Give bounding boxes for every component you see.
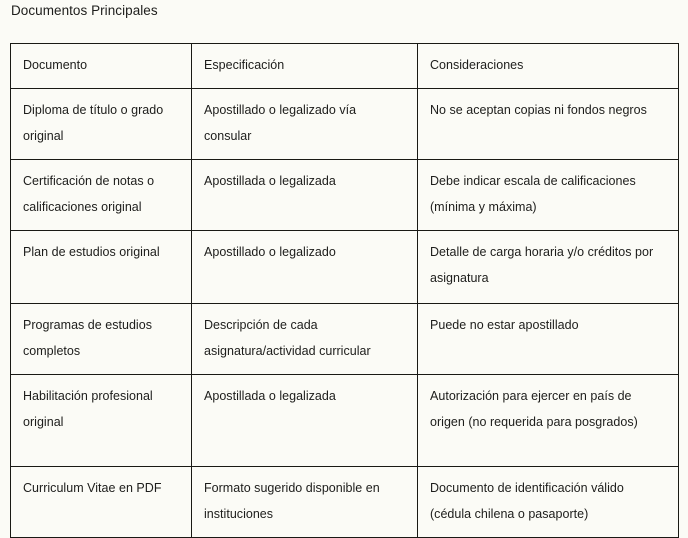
table-header-row — [11, 44, 679, 89]
cell-consideraciones: Autorización para ejercer en país de origen (no requerida para posgrados) — [418, 375, 679, 467]
cell-especificacion: Descripción de cada asignatura/actividad curricular — [192, 304, 418, 375]
cell-especificacion: Formato sugerido disponible en instituciones — [192, 467, 418, 538]
table-row — [11, 160, 679, 231]
cell-documento: Habilitación profesional original — [11, 375, 192, 467]
table-body — [11, 89, 679, 538]
table-row — [11, 231, 679, 304]
cell-documento: Diploma de título o grado original — [11, 89, 192, 160]
cell-consideraciones: Puede no estar apostillado — [418, 304, 679, 375]
cell-documento: Certificación de notas o calificaciones original — [11, 160, 192, 231]
column-header-especificacion: Especificación — [192, 44, 418, 89]
cell-consideraciones: No se aceptan copias ni fondos negros — [418, 89, 679, 160]
column-header-consideraciones: Consideraciones — [418, 44, 679, 89]
cell-consideraciones: Detalle de carga horaria y/o créditos por asignatura — [418, 231, 679, 304]
cell-documento: Plan de estudios original — [11, 231, 192, 304]
cell-consideraciones: Documento de identificación válido (cédula chilena o pasaporte) — [418, 467, 679, 538]
documents-table-container — [10, 43, 678, 538]
cell-especificacion: Apostillada o legalizada — [192, 375, 418, 467]
page-title: Documentos Principales — [11, 3, 158, 18]
table-header — [11, 44, 679, 89]
cell-documento: Curriculum Vitae en PDF — [11, 467, 192, 538]
table-row — [11, 89, 679, 160]
cell-especificacion: Apostillada o legalizada — [192, 160, 418, 231]
column-header-documento: Documento — [11, 44, 192, 89]
table-row — [11, 467, 679, 538]
cell-especificacion: Apostillado o legalizado — [192, 231, 418, 304]
documents-table — [10, 43, 679, 538]
cell-documento: Programas de estudios completos — [11, 304, 192, 375]
cell-consideraciones: Debe indicar escala de calificaciones (mínima y máxima) — [418, 160, 679, 231]
table-row — [11, 304, 679, 375]
table-row — [11, 375, 679, 467]
cell-especificacion: Apostillado o legalizado vía consular — [192, 89, 418, 160]
